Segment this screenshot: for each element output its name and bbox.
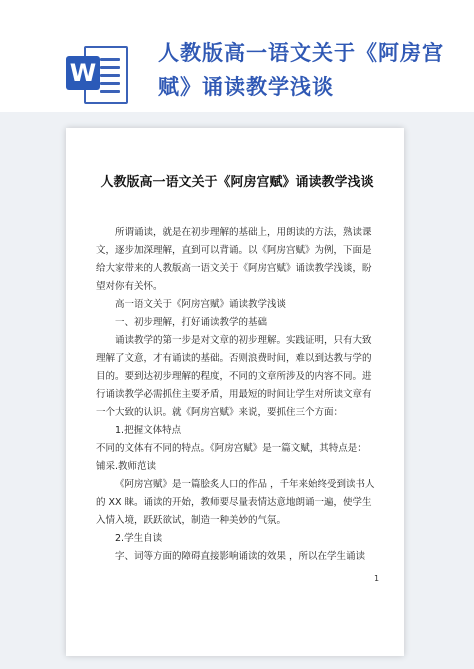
header-title: 人教版高一语文关于《阿房宫赋》诵读教学浅谈	[158, 40, 444, 99]
paragraph-intro: 所谓诵读，就是在初步理解的基础上，用朗读的方法，熟读课文，逐步加深理解，直到可以背诵。以《阿房宫赋》为例，下面是给大家带来的人教版高一语文关于《阿房宫赋》诵读教学浅谈，盼望对你有关怀。	[96, 227, 372, 292]
section-heading-1: 一、初步理解，打好诵读教学的基础	[115, 317, 268, 328]
document-title: 人教版高一语文关于《阿房宫赋》诵读教学浅谈	[100, 175, 374, 190]
page-number: 1	[374, 574, 380, 583]
paragraph-famous-work: 《阿房宫赋》是一篇脍炙人口的作品 ，千年来始终受到读书人的 XX 睐。诵读的开始，教师要尽量表情达意地朗诵一遍，使学生入情入境，跃跃欲试，制造一种美妙的气氛。	[96, 479, 375, 526]
paragraph-obstacles: 字、词等方面的障碍直接影响诵读的效果 ，所以在学生诵读	[115, 551, 366, 562]
word-logo-letter: W	[66, 56, 100, 90]
word-document-icon	[66, 40, 124, 106]
header-banner	[0, 0, 474, 112]
paragraph-section-1: 诵读教学的第一步是对文章的初步理解。实践证明，只有大致理解了文意，才有诵读的基础。否则浪费时间，难以到达教与学的目的。要到达初步理解的程度，不同的文章所涉及的内容不同。进行诵读教学必需抓住主要矛盾，用最短的时间让学生对所读文章有一个大致的认识。就《阿房宫赋》来说，要抓住三个方面：	[96, 335, 372, 418]
document-page	[66, 128, 404, 656]
subheading-2: 2.学生自读	[115, 533, 163, 544]
paragraph-genre: 不同的文体有不同的特点。《阿房宫赋》是一篇文赋，其特点是：	[96, 443, 367, 454]
document-body	[96, 224, 380, 566]
paragraph-subtitle: 高一语文关于《阿房宫赋》诵读教学浅谈	[115, 299, 287, 310]
subheading-1: 1.把握文体特点	[115, 425, 182, 436]
paragraph-teacher-reading: 铺采.教师范读	[96, 461, 157, 472]
